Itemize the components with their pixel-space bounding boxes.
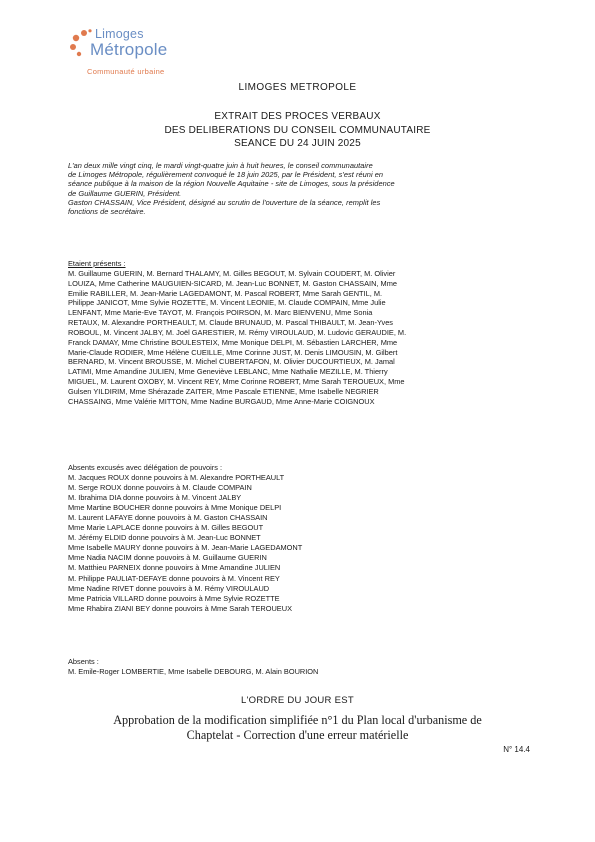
present-line: Marie-Claude RODIER, Mme Hélène CUEILLE, Mme Corinne JUST, M. Denis LIMOUSIN, M. Gilbert: [68, 347, 398, 357]
present-line: Emilie RABILLER, M. Jean-Marie LAGEDAMONT, M. Pascal ROBERT, Mme Sarah GENTIL, M.: [68, 288, 383, 298]
present-line: LATIMI, Mme Amandine JULIEN, Mme Geneviève LEBLANC, Mme Nathalie MEZILLE, M. Thierry: [68, 367, 388, 377]
excused-line: M. Jérémy ELDID donne pouvoirs à M. Jean-Luc BONNET: [68, 533, 261, 543]
subject-line: Approbation de la modification simplifiée n°1 du Plan local d'urbanisme de: [113, 713, 482, 727]
present-line: ROBOUL, M. Vincent JALBY, M. Joël GARESTIER, M. Rémy VIROULAUD, M. Ludovic GERAUDIE, M.: [68, 327, 407, 337]
present-line: LENFANT, Mme Marie-Eve TAYOT, M. François POIRSON, M. Marc BIENVENU, Mme Sonia: [68, 308, 373, 318]
excused-line: Mme Martine BOUCHER donne pouvoirs à Mme Monique DELPI: [68, 503, 282, 513]
title-line: SEANCE DU 24 JUIN 2025: [234, 138, 361, 149]
excused-line: M. Matthieu PARNEIX donne pouvoirs à Mme Amandine JULIEN: [68, 563, 281, 573]
logo-line2: Métropole: [90, 40, 168, 59]
logo-line1: Limoges: [95, 27, 144, 41]
present-line: Philippe JANICOT, Mme Sylvie ROZETTE, M. Vincent LEONIE, M. Claude COMPAIN, Mme Julie: [68, 298, 386, 308]
agenda-heading: L'ORDRE DU JOUR EST: [240, 695, 355, 706]
intro-line: L'an deux mille vingt cinq, le mardi vingt-quatre juin à huit heures, le conseil communautaire: [68, 161, 373, 170]
absent-members: [68, 657, 538, 677]
excused-members: [68, 463, 538, 614]
excused-line: M. Jacques ROUX donne pouvoirs à M. Alexandre PORTHEAULT: [68, 473, 285, 483]
title-line: DES DELIBERATIONS DU CONSEIL COMMUNAUTAIRE: [164, 124, 431, 136]
present-line: RETAUX, M. Alexandre PORTHEAULT, M. Claude BRUNAUD, M. Pascal THIBAULT, M. Jean-Yves: [68, 318, 394, 328]
present-heading: Etaient présents :: [68, 259, 126, 268]
agenda-subject: [0, 713, 595, 742]
present-line: Gulsen YILDIRIM, Mme Shérazade ZAITER, Mme Pascale ETIENNE, Mme Isabelle NEGRIER: [68, 386, 379, 396]
logo-tagline: Communauté urbaine: [87, 67, 165, 76]
absents-heading: Absents :: [68, 657, 99, 666]
present-members: [68, 259, 542, 407]
deliberation-number: N° 14.4: [503, 745, 530, 754]
excused-line: Mme Nadine RIVET donne pouvoirs à M. Rémy VIROULAUD: [68, 583, 270, 593]
present-line: M. Guillaume GUERIN, M. Bernard THALAMY, M. Gilles BEGOUT, M. Sylvain COUDERT, M. Olivier: [68, 268, 396, 278]
excused-line: Mme Marie LAPLACE donne pouvoirs à M. Gilles BEGOUT: [68, 523, 264, 533]
present-line: LOUIZA, Mme Catherine MAUGUIEN-SICARD, M. Jean-Luc BONNET, M. Gaston CHASSAIN, Mme: [68, 278, 397, 288]
title-line: EXTRAIT DES PROCES VERBAUX: [214, 111, 381, 122]
intro-line: fonctions de secrétaire.: [68, 207, 146, 217]
present-line: MIGUEL, M. Laurent OXOBY, M. Vincent REY, Mme Corinne ROBERT, Mme Sarah TEROUEUX, Mme: [68, 377, 405, 387]
excused-line: M. Serge ROUX donne pouvoirs à M. Claude COMPAIN: [68, 483, 252, 493]
excused-line: M. Ibrahima DIA donne pouvoirs à M. Vincent JALBY: [68, 493, 242, 503]
excused-line: Mme Rhabira ZIANI BEY donne pouvoirs à Mme Sarah TEROUEUX: [68, 603, 292, 613]
excused-line: Mme Nadia NACIM donne pouvoirs à M. Guillaume GUERIN: [68, 553, 267, 563]
intro-paragraph: [68, 161, 538, 216]
document-title: [0, 110, 595, 151]
organization-name: LIMOGES METROPOLE: [238, 82, 357, 93]
intro-line: séance publique à la maison de la région Nouvelle Aquitaine - site de Limoges, sous la présidence: [68, 179, 395, 189]
excused-line: M. Laurent LAFAYE donne pouvoirs à M. Gaston CHASSAIN: [68, 513, 268, 523]
excused-line: Mme Isabelle MAURY donne pouvoirs à M. Jean-Marie LAGEDAMONT: [68, 543, 303, 553]
subject-line: Chaptelat - Correction d'une erreur matérielle: [186, 727, 409, 742]
intro-line: Gaston CHASSAIN, Vice Président, désigné au scrutin de l'ouverture de la séance, remplit les: [68, 197, 381, 207]
limoges-metropole-logo: [70, 25, 180, 83]
intro-line: de Limoges Métropole, régulièrement convoqué le 18 juin 2025, par le Président, s'est réuni en: [68, 170, 384, 180]
present-line: Franck DAMAY, Mme Christine BOULESTEIX, Mme Monique DELPI, M. Sébastien LARCHER, Mme: [68, 337, 398, 347]
excused-line: M. Philippe PAULIAT-DEFAYE donne pouvoirs à M. Vincent REY: [68, 573, 280, 583]
excused-line: Mme Patricia VILLARD donne pouvoirs à Mme Sylvie ROZETTE: [68, 593, 280, 603]
present-line: BERNARD, M. Vincent BROUSSE, M. Michel CUBERTAFON, M. Olivier DUCOURTIEUX, M. Jamal: [68, 357, 395, 367]
absents-line: M. Emile-Roger LOMBERTIE, Mme Isabelle DEBOURG, M. Alain BOURION: [68, 667, 319, 677]
present-line: CHASSAING, Mme Valérie MITTON, Mme Nadine BURGAUD, Mme Anne-Marie COIGNOUX: [68, 396, 375, 406]
excused-heading: Absents excusés avec délégation de pouvoirs :: [68, 463, 223, 472]
intro-line: de Guillaume GUERIN, Président.: [68, 188, 182, 198]
